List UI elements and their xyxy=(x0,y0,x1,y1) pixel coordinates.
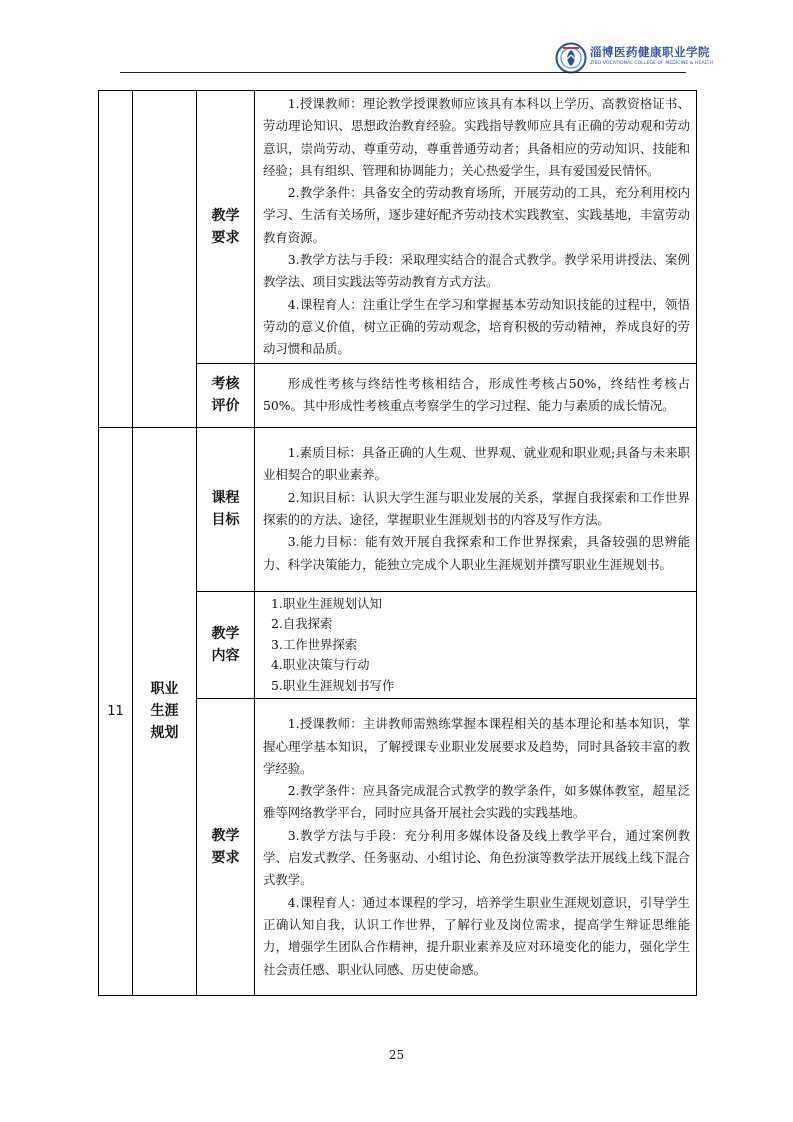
paragraph: 3.能力目标：能有效开展自我探索和工作世界探索，具备较强的思辨能力、科学决策能力，能独立完成个人职业生涯规划并撰写职业生涯规划书。 xyxy=(263,534,690,572)
label-text: 考核评价 xyxy=(211,376,240,415)
list-item: 5.职业生涯规划书写作 xyxy=(271,677,395,693)
label-teaching-requirements xyxy=(197,91,255,364)
table-row xyxy=(99,91,697,364)
label-teaching-content xyxy=(197,591,255,699)
course-name-cell xyxy=(133,427,197,996)
paragraph: 1.授课教师：主讲教师需熟练掌握本课程相关的基本理论和基本知识，掌握心理学基本知识，了解授课专业职业发展要求及趋势，同时具备较丰富的教学经验。 xyxy=(263,716,690,776)
paragraph: 2.教学条件：具备安全的劳动教育场所，开展劳动的工具，充分利用校内学习、生活有关场所，逐步建好配齐劳动技术实践教室、实践基地，丰富劳动教育资源。 xyxy=(263,185,690,245)
paragraph: 4.课程育人：注重让学生在学习和掌握基本劳动知识技能的过程中，领悟劳动的意义价值，树立正确的劳动观念，培育积极的劳动精神，养成良好的劳动习惯和品质。 xyxy=(263,296,690,357)
course-name-cell-empty xyxy=(133,91,197,428)
paragraph: 1.素质目标：具备正确的人生观、世界观、就业观和职业观;具备与未来职业相契合的职业素养。 xyxy=(263,445,690,483)
list-item: 4.职业决策与行动 xyxy=(271,657,370,673)
row-number: 11 xyxy=(99,427,133,996)
school-name: 淄博医药健康职业学院 xyxy=(590,45,710,59)
content-course-objectives xyxy=(255,427,697,591)
label-course-objectives xyxy=(197,427,255,591)
list-item: 1.职业生涯规划认知 xyxy=(271,595,382,611)
paragraph: 1.授课教师：理论教学授课教师应该具有本科以上学历、高教资格证书、劳动理论知识、思想政治教育经验。实践指导教师应具有正确的劳动观和劳动意识，崇尚劳动、尊重劳动，尊重普通劳动者；具备相应的劳动知识、技能和经验；具有组织、管理和协调能力；关心热爱学生，具有爱国爱民情怀。 xyxy=(263,96,690,178)
label-text: 教学要求 xyxy=(211,207,240,246)
course-name: 职业生涯规划 xyxy=(150,681,179,742)
label-text: 教学要求 xyxy=(211,828,240,867)
list-item: 2.自我探索 xyxy=(271,616,333,632)
table-row xyxy=(99,427,697,591)
paragraph: 3.教学方法与手段：采取理实结合的混合式教学。教学采用讲授法、案例教学法、项目实践法等劳动教育方式方法。 xyxy=(263,252,690,290)
label-text: 教学内容 xyxy=(211,625,240,664)
list-item: 3.工作世界探索 xyxy=(271,636,358,652)
paragraph: 4.课程育人：通过本课程的学习，培养学生职业生涯规划意识，引导学生正确认知自我，认识工作世界，了解行业及岗位需求，提高学生辩证思维能力，增强学生团队合作精神，提升职业素养及应对环境变化的能力，强化学生社会责任感、职业认同感、历史使命感。 xyxy=(263,894,690,977)
label-teaching-requirements xyxy=(197,699,255,996)
curriculum-table xyxy=(98,90,697,996)
curriculum-table-wrapper xyxy=(98,90,696,996)
paragraph: 2.知识目标：认识大学生涯与职业发展的关系，掌握自我探索和工作世界探索的的方法、途径，掌握职业生涯规划书的内容及写作方法。 xyxy=(263,489,690,528)
label-text: 课程目标 xyxy=(211,490,240,529)
number-cell-empty xyxy=(99,91,133,428)
header-divider xyxy=(120,72,686,73)
label-assessment xyxy=(197,363,255,427)
content-teaching-requirements xyxy=(255,699,697,996)
page-number: 25 xyxy=(388,1048,405,1062)
school-name-en: ZIBO VOCATIONAL COLLEGE OF MEDICINE & HEALTH xyxy=(590,61,713,66)
content-teaching-requirements xyxy=(255,91,697,364)
paragraph: 形成性考核与终结性考核相结合，形成性考核占50%，终结性考核占50%。其中形成性考核重点考察学生的学习过程、能力与素质的成长情况。 xyxy=(263,375,690,414)
content-assessment xyxy=(255,363,697,427)
paragraph: 3.教学方法与手段：充分利用多媒体设备及线上教学平台，通过案例教学、启发式教学、任务驱动、小组讨论、角色扮演等教学法开展线上线下混合式教学。 xyxy=(263,827,690,888)
content-teaching-content xyxy=(255,591,697,699)
college-logo-icon xyxy=(555,42,587,74)
paragraph: 2.教学条件：应具备完成混合式教学的教学条件，如多媒体教室，超星泛雅等网络教学平台，同时应具备开展社会实践的实践基地。 xyxy=(263,783,690,821)
